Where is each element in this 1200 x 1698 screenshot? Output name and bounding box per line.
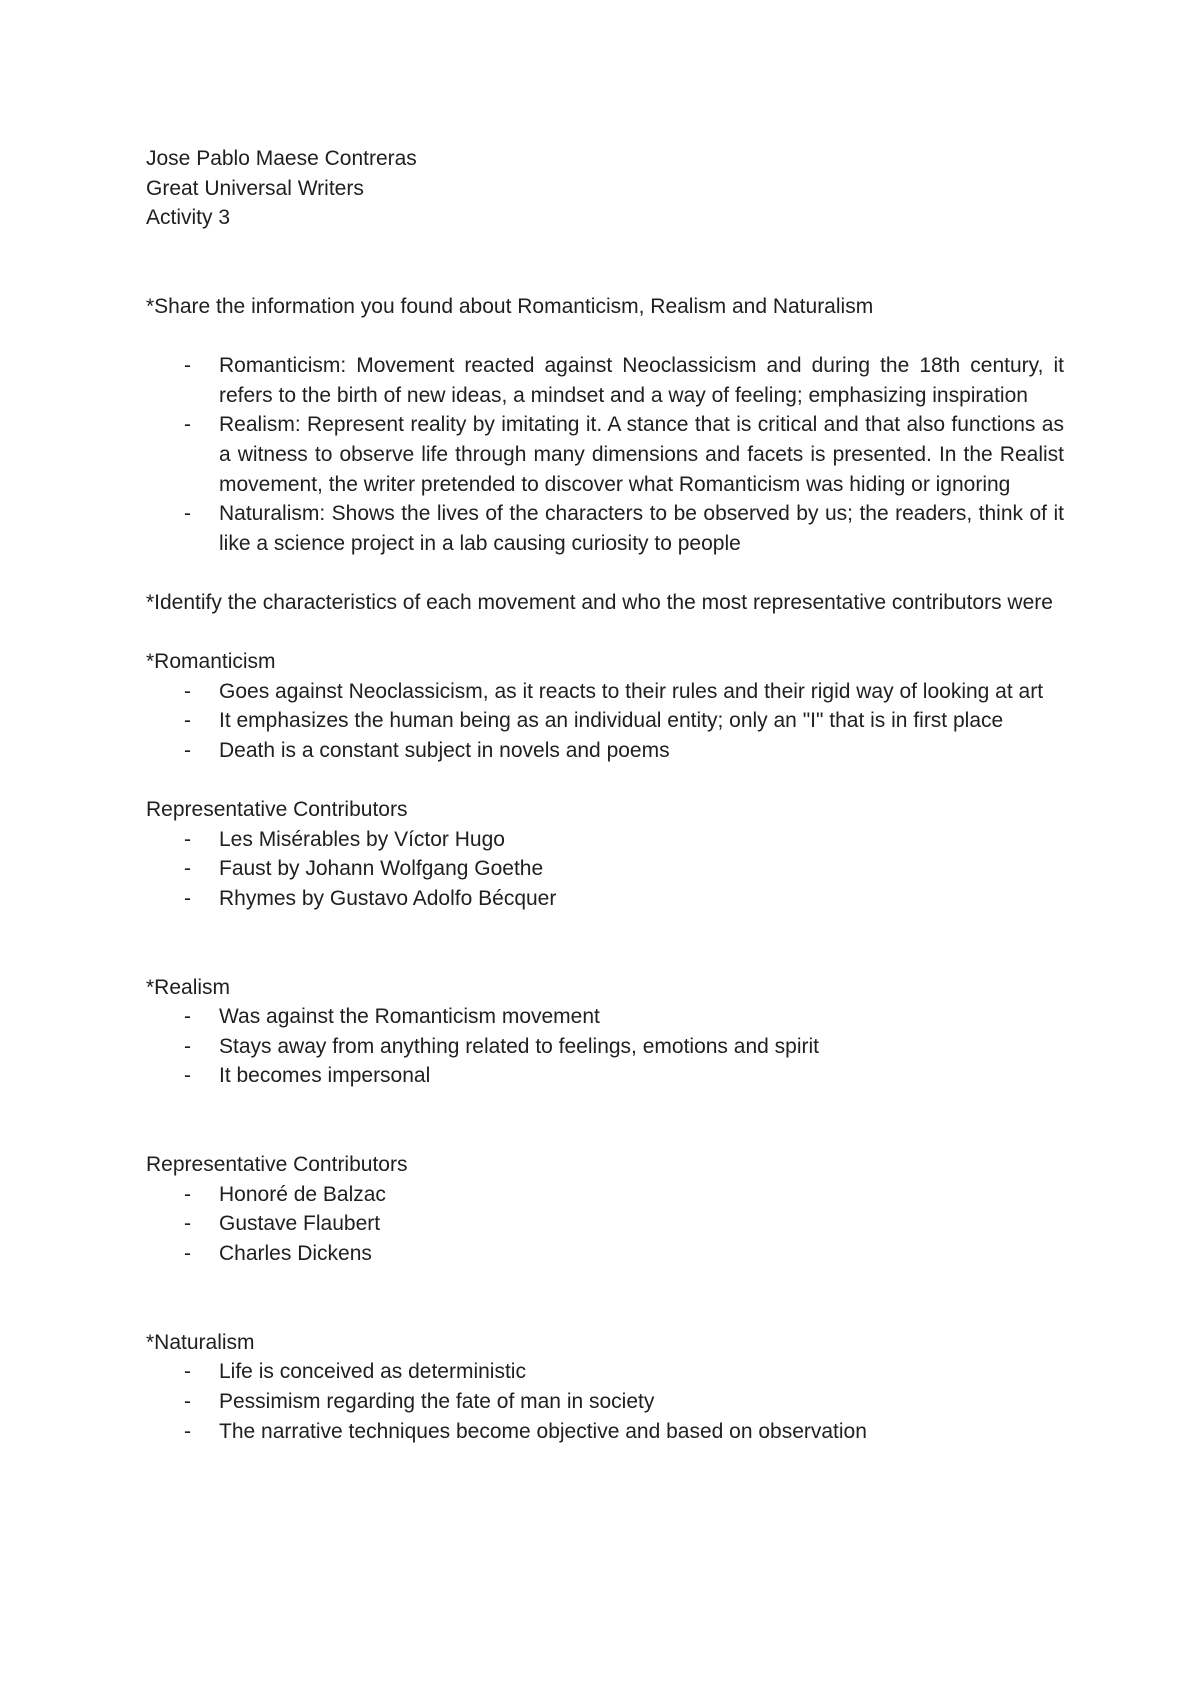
romanticism-contributors (146, 825, 1064, 914)
list-item: - The narrative techniques become objective and based on observation (146, 1417, 1064, 1447)
list-item: - Pessimism regarding the fate of man in society (146, 1387, 1064, 1417)
list-item: - Life is conceived as deterministic (146, 1357, 1064, 1387)
naturalism-heading: *Naturalism (146, 1330, 255, 1354)
realism-characteristics (146, 1002, 1064, 1091)
naturalism-characteristics (146, 1357, 1064, 1446)
list-item: - Was against the Romanticism movement (146, 1002, 1064, 1032)
list-item: - Realism: Represent reality by imitating it. A stance that is critical and that also functions as a witness to observe life through many dimensions and facets is presented. In the Realist movement, the writer pretended to discover what Romanticism was hiding or ignoring (146, 410, 1064, 499)
realism-contributors (146, 1180, 1064, 1269)
section1-list (146, 351, 1064, 558)
romanticism-contributors-heading: Representative Contributors (146, 798, 408, 822)
activity-label: Activity 3 (146, 206, 231, 230)
list-item: - Stays away from anything related to feelings, emotions and spirit (146, 1032, 1064, 1062)
list-item: - Romanticism: Movement reacted against Neoclassicism and during the 18th century, it refers to the birth of new ideas, a mindset and a way of feeling; emphasizing inspiration (146, 351, 1064, 410)
list-item: - It becomes impersonal (146, 1061, 1064, 1091)
romanticism-heading: *Romanticism (146, 650, 276, 674)
list-item: - Les Misérables by Víctor Hugo (146, 825, 1064, 855)
course-name: Great Universal Writers (146, 176, 364, 200)
list-item: - Death is a constant subject in novels and poems (146, 736, 1064, 766)
realism-contributors-heading: Representative Contributors (146, 1153, 408, 1177)
list-item: - It emphasizes the human being as an individual entity; only an "I" that is in first place (146, 706, 1064, 736)
document-page (146, 144, 1064, 1446)
section1-prompt: *Share the information you found about Romanticism, Realism and Naturalism (146, 294, 874, 318)
romanticism-characteristics (146, 677, 1064, 766)
list-item: - Naturalism: Shows the lives of the characters to be observed by us; the readers, think of it like a science project in a lab causing curiosity to people (146, 499, 1064, 558)
author-name: Jose Pablo Maese Contreras (146, 147, 417, 170)
list-item: - Faust by Johann Wolfgang Goethe (146, 854, 1064, 884)
realism-heading: *Realism (146, 975, 231, 999)
list-item: - Charles Dickens (146, 1239, 1064, 1269)
list-item: - Gustave Flaubert (146, 1209, 1064, 1239)
section2-prompt: *Identify the characteristics of each movement and who the most representative contributors were (146, 590, 1053, 614)
list-item: - Rhymes by Gustavo Adolfo Bécquer (146, 884, 1064, 914)
list-item: - Honoré de Balzac (146, 1180, 1064, 1210)
list-item: - Goes against Neoclassicism, as it reacts to their rules and their rigid way of looking at art (146, 677, 1064, 707)
